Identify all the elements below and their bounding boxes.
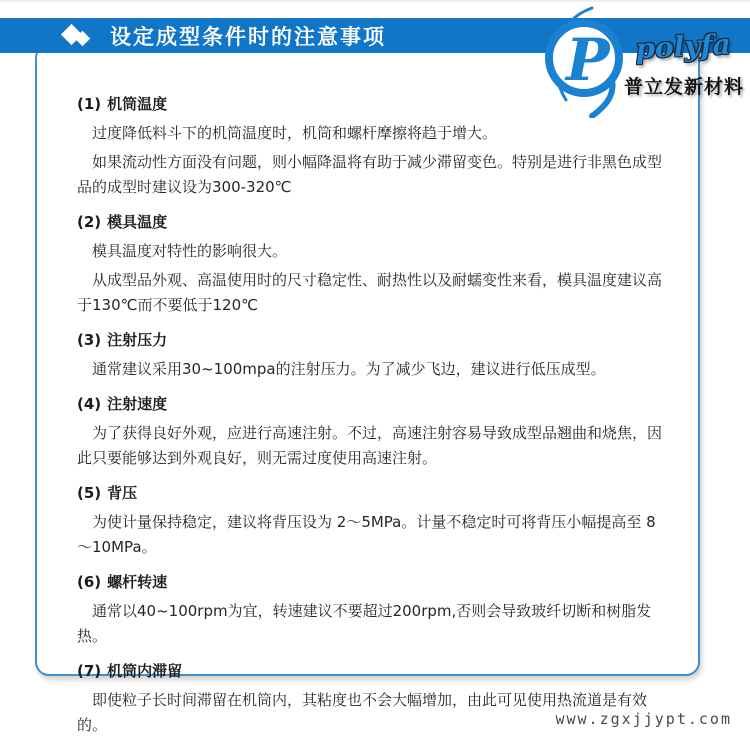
note-section-5 — [77, 481, 670, 560]
note-heading — [77, 328, 670, 353]
note-heading-label: 背压 — [107, 484, 138, 502]
note-heading — [77, 210, 670, 235]
note-heading-label: 机筒内滞留 — [107, 662, 183, 680]
note-number: (6) — [77, 573, 102, 591]
note-heading — [77, 481, 670, 506]
note-number: (7) — [77, 662, 102, 680]
note-paragraph: 即使粒子长时间滞留在机筒内，其粘度也不会大幅增加，由此可见使用热流道是有效的。 — [77, 691, 648, 734]
note-paragraph: 模具温度对特性的影响很大。 — [92, 242, 288, 260]
top-hairline — [0, 0, 750, 2]
note-section-2 — [77, 210, 670, 318]
footer-url: www.zgxjjypt.com — [555, 710, 732, 728]
note-heading-label: 模具温度 — [107, 213, 168, 231]
note-paragraph: 为了获得良好外观，应进行高速注射。不过，高速注射容易导致成型品翘曲和烧焦，因此只要能够达到外观良好，则无需过度使用高速注射。 — [77, 424, 663, 467]
note-section-6 — [77, 570, 670, 649]
note-heading — [77, 570, 670, 595]
brand-script-text: polyfa — [634, 27, 732, 66]
note-section-3 — [77, 328, 670, 382]
note-paragraph: 为使计量保持稳定，建议将背压设为 2～5MPa。计量不稳定时可将背压小幅提高至 8～10MPa。 — [77, 513, 656, 556]
note-number: (5) — [77, 484, 102, 502]
note-heading-label: 螺杆转速 — [107, 573, 168, 591]
note-heading-label: 注射速度 — [107, 395, 168, 413]
brand-name-cn: 普立发新材料 — [623, 76, 744, 98]
note-paragraph: 通常以40~100rpm为宜，转速建议不要超过200rpm,否则会导致玻纤切断和树脂发热。 — [77, 602, 652, 645]
note-number: (4) — [77, 395, 102, 413]
note-paragraph: 通常建议采用30~100mpa的注射压力。为了减少飞边，建议进行低压成型。 — [92, 360, 606, 378]
note-heading-label: 机筒温度 — [107, 95, 168, 113]
note-heading — [77, 659, 670, 684]
note-paragraph: 过度降低料斗下的机筒温度时，机筒和螺杆摩擦将趋于增大。 — [92, 124, 498, 142]
note-paragraph: 如果流动性方面没有问题，则小幅降温将有助于减少滞留变色。特别是进行非黑色成型品的成型时建议设为300-320℃ — [77, 153, 663, 196]
note-section-4 — [77, 392, 670, 471]
note-number: (1) — [77, 95, 102, 113]
note-heading-label: 注射压力 — [107, 331, 168, 349]
note-paragraph: 从成型品外观、高温使用时的尺寸稳定性、耐热性以及耐蠕变性来看，模具温度建议高于130℃而不要低于120℃ — [77, 271, 663, 314]
note-heading — [77, 392, 670, 417]
brand-p-circle-icon — [532, 6, 632, 118]
svg-text:P: P — [566, 26, 610, 94]
page-title: 设定成型条件时的注意事项 — [110, 24, 386, 49]
double-diamond-icon — [62, 23, 98, 49]
note-number: (3) — [77, 331, 102, 349]
brand-logo — [532, 6, 750, 118]
note-number: (2) — [77, 213, 102, 231]
